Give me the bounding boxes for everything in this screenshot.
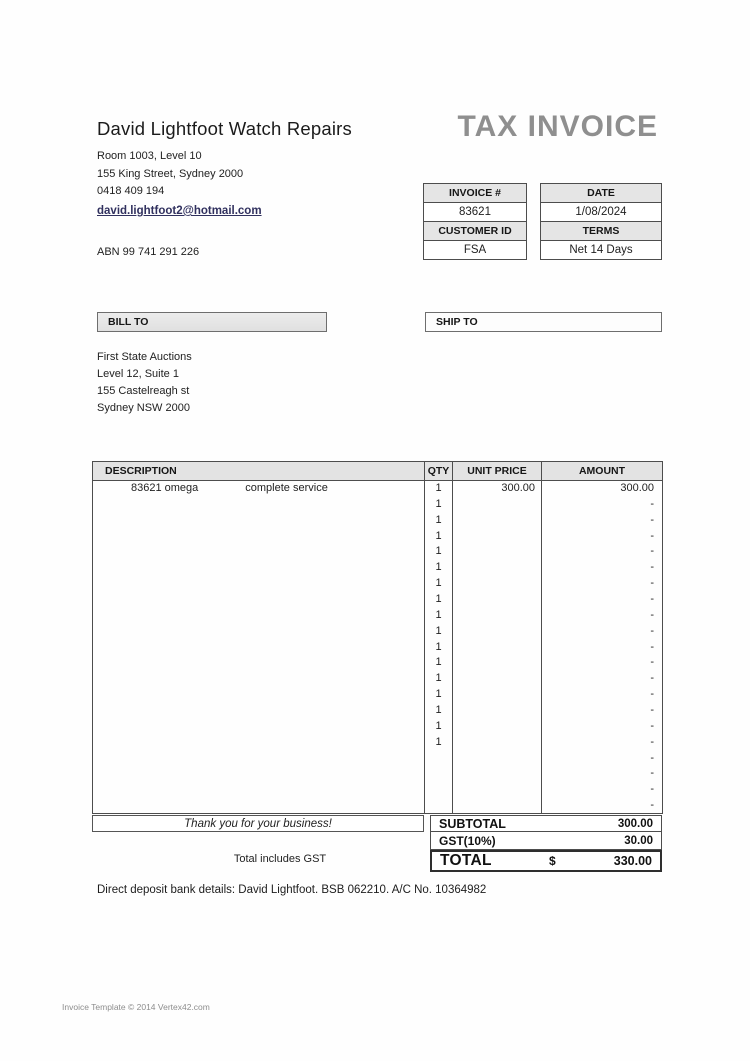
item-amount-cell: - [650,545,654,558]
unit-price-column-header: UNIT PRICE [453,462,542,481]
item-qty-cell: 1 [425,703,453,719]
item-amount-cell: - [650,672,654,685]
item-unit-cell [453,496,542,512]
item-description-cell [93,496,425,512]
item-unit-cell [453,671,542,687]
bill-to-line2: Level 12, Suite 1 [97,368,179,380]
item-row [93,481,663,497]
company-address [97,148,243,201]
item-row [93,782,663,798]
item-qty-cell: 1 [425,687,453,703]
template-credit: Invoice Template © 2014 Vertex42.com [62,1002,210,1012]
item-description-cell [93,750,425,766]
item-qty-cell: 1 [425,592,453,608]
item-qty-cell: 1 [425,639,453,655]
item-unit-cell [453,623,542,639]
item-row [93,671,663,687]
item-unit-cell [453,607,542,623]
item-qty-cell: 1 [425,481,453,497]
item-row [93,734,663,750]
item-unit-cell [453,576,542,592]
item-qty-cell: 1 [425,655,453,671]
item-row [93,750,663,766]
item-amount-cell: - [650,561,654,574]
document-title: TAX INVOICE [457,110,658,143]
bill-to-address [97,349,192,417]
item-amount-cell: - [650,592,654,605]
date-label: DATE [541,184,662,203]
item-amount-cell: - [650,798,654,811]
item-description-cell: 83621 omega complete service [93,481,425,497]
item-unit-cell [453,560,542,576]
items-header-row [93,462,663,481]
ship-to-header [425,312,662,332]
customer-id-value: FSA [424,241,527,260]
item-description-cell [93,782,425,798]
item-unit-cell [453,718,542,734]
item-amount-cell: - [650,497,654,510]
item-amount-cell: 300.00 [620,482,654,495]
item-amount-cell: - [650,513,654,526]
item-row [93,607,663,623]
item-unit-cell [453,528,542,544]
company-address-line2: 155 King Street, Sydney 2000 [97,167,244,180]
invoice-number-value: 83621 [424,203,527,222]
invoice-number-label: INVOICE # [424,184,527,203]
item-row [93,766,663,782]
invoice-meta-right-table [540,183,662,260]
item-unit-cell [453,655,542,671]
item-amount-cell: - [650,703,654,716]
company-address-line1: Room 1003, Level 10 [97,150,202,162]
company-phone: 0418 409 194 [97,185,165,197]
item-amount-cell: - [650,719,654,732]
item-row [93,576,663,592]
subtotal-row [430,815,662,832]
item-row [93,560,663,576]
subtotal-value: 300.00 [617,817,653,830]
item-qty-cell: 1 [425,560,453,576]
item-qty-cell: 1 [425,671,453,687]
description-column-header: DESCRIPTION [93,462,425,481]
invoice-meta-left-table [423,183,527,260]
subtotal-label: SUBTOTAL [439,816,506,831]
item-qty-cell [425,766,453,782]
item-description-cell [93,671,425,687]
item-row [93,496,663,512]
qty-column-header: QTY [425,462,453,481]
item-row [93,544,663,560]
item-qty-cell [425,782,453,798]
item-qty-cell: 1 [425,607,453,623]
total-value: 330.00 [613,854,652,868]
bill-to-header [97,312,327,332]
item-description-cell [93,623,425,639]
bill-to-line1: First State Auctions [97,351,192,363]
item-description-cell [93,766,425,782]
item-row [93,798,663,814]
line-items-table [92,461,663,814]
item-row [93,528,663,544]
item-row [93,687,663,703]
item-qty-cell [425,798,453,814]
item-unit-cell [453,782,542,798]
item-qty-cell: 1 [425,718,453,734]
item-unit-cell [453,703,542,719]
item-amount-cell: - [650,735,654,748]
thank-you-message: Thank you for your business! [92,815,424,832]
gst-row [430,832,662,850]
item-description-cell [93,512,425,528]
customer-id-label: CUSTOMER ID [424,222,527,241]
item-amount-cell: - [650,624,654,637]
item-row [93,623,663,639]
item-unit-cell [453,592,542,608]
item-description-cell [93,734,425,750]
item-unit-cell [453,544,542,560]
item-qty-cell: 1 [425,734,453,750]
item-row [93,592,663,608]
item-amount-cell: - [650,656,654,669]
company-email-link[interactable]: david.lightfoot2@hotmail.com [97,205,262,217]
bill-to-line4: Sydney NSW 2000 [97,402,190,414]
item-row [93,639,663,655]
item-qty-cell: 1 [425,623,453,639]
item-amount-cell: - [650,640,654,653]
bill-to-line3: 155 Castelreagh st [97,385,190,397]
item-amount-cell: - [650,608,654,621]
item-amount-cell: - [650,751,654,764]
item-qty-cell: 1 [425,512,453,528]
item-row [93,703,663,719]
terms-value: Net 14 Days [541,241,662,260]
item-qty-cell: 1 [425,528,453,544]
item-unit-cell [453,766,542,782]
ship-to-label: SHIP TO [436,316,478,328]
item-amount-cell: - [650,767,654,780]
item-description-cell [93,655,425,671]
item-description-cell [93,718,425,734]
item-description-cell [93,560,425,576]
item-description-cell [93,798,425,814]
item-description-cell [93,639,425,655]
item-amount-cell: - [650,783,654,796]
company-name: David Lightfoot Watch Repairs [97,118,352,139]
item-row [93,655,663,671]
item-amount-cell: - [650,688,654,701]
item-qty-cell: 1 [425,544,453,560]
items-body [93,481,663,814]
bank-details: Direct deposit bank details: David Lightfoot. BSB 062210. A/C No. 10364982 [97,884,487,896]
date-value: 1/08/2024 [541,203,662,222]
item-unit-cell [453,798,542,814]
total-includes-gst-note: Total includes GST [233,853,327,865]
item-description-cell [93,576,425,592]
item-unit-cell [453,639,542,655]
gst-label: GST(10%) [439,833,496,848]
item-description-cell [93,607,425,623]
item-row [93,718,663,734]
item-qty-cell [425,750,453,766]
item-qty-cell: 1 [425,496,453,512]
item-unit-cell [453,750,542,766]
item-description-cell [93,687,425,703]
item-unit-cell [453,687,542,703]
item-unit-cell [453,512,542,528]
total-row [430,850,662,872]
item-qty-cell: 1 [425,576,453,592]
item-description-cell [93,544,425,560]
gst-value: 30.00 [624,834,653,847]
terms-label: TERMS [541,222,662,241]
bill-to-label: BILL TO [108,316,149,328]
item-description-cell [93,703,425,719]
item-row [93,512,663,528]
item-amount-cell: - [650,529,654,542]
item-unit-cell [453,734,542,750]
company-abn: ABN 99 741 291 226 [97,246,200,258]
currency-symbol: $ [549,854,556,868]
amount-column-header: AMOUNT [542,462,663,481]
item-description-cell [93,528,425,544]
total-label: TOTAL [440,852,492,869]
item-unit-cell: 300.00 [453,481,542,497]
item-amount-cell: - [650,577,654,590]
item-description-cell [93,592,425,608]
